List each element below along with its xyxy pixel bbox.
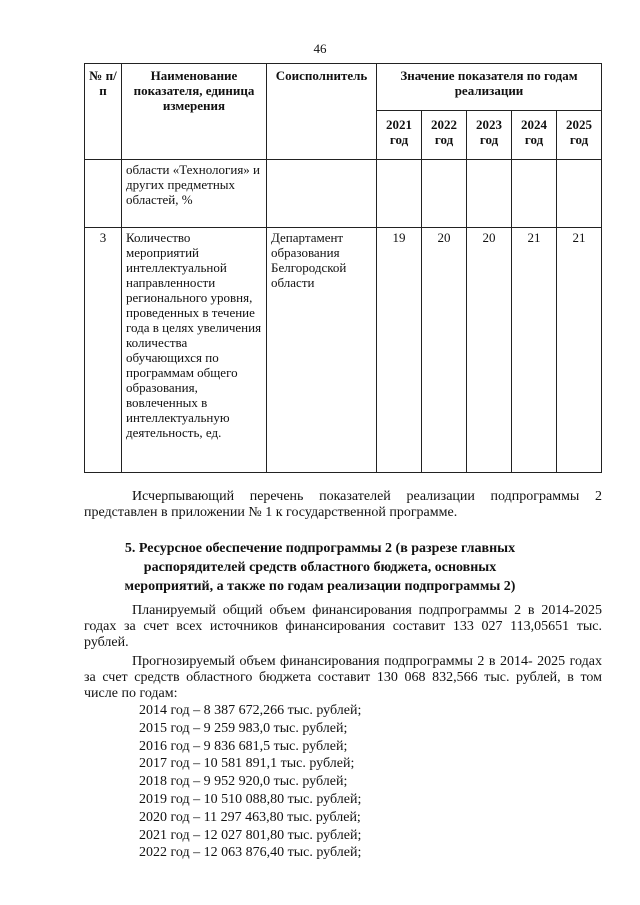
row-value: 21 xyxy=(557,228,602,473)
regional-funding-paragraph: Прогнозируемый объем финансирования подпрограммы 2 в 2014- 2025 годах за счет средств областного бюджета составит 130 068 832,566 тыс. рублей, в том числе по годам: xyxy=(84,654,602,701)
list-item: 2015 год – 9 259 983,0 тыс. рублей; xyxy=(139,720,348,736)
row-value xyxy=(512,160,557,228)
list-item: 2022 год – 12 063 876,40 тыс. рублей; xyxy=(139,845,362,861)
row-value: 20 xyxy=(467,228,512,473)
row-value: 19 xyxy=(377,228,422,473)
year-header-2025: 2025 год xyxy=(557,111,602,160)
list-item: 2016 год – 9 836 681,5 тыс. рублей; xyxy=(139,738,348,754)
section-title-line-1: 5. Ресурсное обеспечение подпрограммы 2 (в разрезе главных xyxy=(124,541,516,556)
list-item: 2018 год – 9 952 920,0 тыс. рублей; xyxy=(139,774,348,790)
header-values: Значение показателя по годам реализации xyxy=(377,64,602,111)
section-title-line-2: распорядителей средств областного бюджета, основных xyxy=(143,560,497,575)
table-row xyxy=(85,228,602,473)
row-executor: Департамент образования Белгородской области xyxy=(267,228,377,473)
list-note-paragraph: Исчерпывающий перечень показателей реализации подпрограммы 2 представлен в приложении № 1 к государственной программе. xyxy=(84,489,602,520)
indicators-table xyxy=(84,63,602,473)
row-value xyxy=(377,160,422,228)
list-item: 2014 год – 8 387 672,266 тыс. рублей; xyxy=(139,703,362,718)
header-num: № п/п xyxy=(85,64,122,160)
row-value xyxy=(557,160,602,228)
page-number: 46 xyxy=(313,41,327,56)
row-value: 21 xyxy=(512,228,557,473)
list-item: 2017 год – 10 581 891,1 тыс. рублей; xyxy=(139,756,355,772)
row-num: 3 xyxy=(85,228,122,473)
row-value: 20 xyxy=(422,228,467,473)
header-name: Наименование показателя, единица измерения xyxy=(122,64,267,160)
year-header-2021: 2021 год xyxy=(377,111,422,160)
year-header-2022: 2022 год xyxy=(422,111,467,160)
row-value xyxy=(422,160,467,228)
row-executor xyxy=(267,160,377,228)
list-item: 2019 год – 10 510 088,80 тыс. рублей; xyxy=(139,791,362,807)
section-title-line-3: мероприятий, а также по годам реализации подпрограммы 2) xyxy=(124,579,516,594)
header-executor: Соисполнитель xyxy=(267,64,377,160)
year-header-2023: 2023 год xyxy=(467,111,512,160)
row-name: Количество мероприятий интеллектуальной направленности регионального уровня, проведенных в течение года в целях увеличения количества обучающихся по программам общего образования, вовлеченных в интеллектуальную деятельность, ед. xyxy=(122,228,267,473)
list-item: 2021 год – 12 027 801,80 тыс. рублей; xyxy=(139,827,362,843)
row-num xyxy=(85,160,122,228)
row-name: области «Технология» и других предметных областей, % xyxy=(122,160,267,228)
funding-by-year-list xyxy=(139,702,361,862)
year-header-2024: 2024 год xyxy=(512,111,557,160)
table-row xyxy=(85,160,602,228)
row-value xyxy=(467,160,512,228)
list-item: 2020 год – 11 297 463,80 тыс. рублей; xyxy=(139,809,361,825)
total-funding-paragraph: Планируемый общий объем финансирования подпрограммы 2 в 2014-2025 годах за счет всех источников финансирования составит 133 027 113,05651 тыс. рублей. xyxy=(84,603,602,650)
